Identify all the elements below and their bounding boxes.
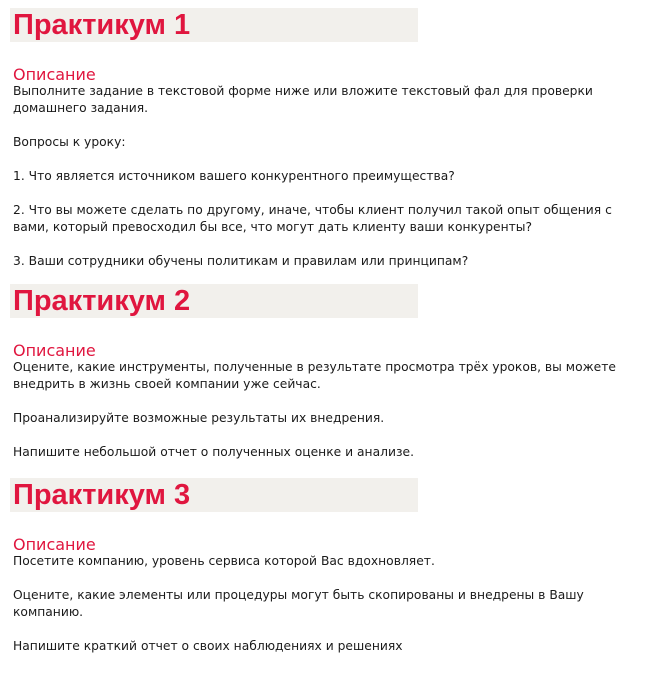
practicum-2-title-bar <box>10 284 418 318</box>
practicum-3-title: Практикум 3 <box>13 479 191 511</box>
practicum-1-paragraph: 2. Что вы можете сделать по другому, иначе, чтобы клиент получил такой опыт общения с вами, который превосходил бы все, что могут дать клиенту ваши конкуренты? <box>13 203 612 234</box>
practicum-3-section <box>10 478 640 655</box>
practicum-2-paragraph: Напишите небольшой отчет о полученных оценке и анализе. <box>13 445 414 459</box>
practicum-1-subtitle: Описание <box>13 65 96 84</box>
practicum-2-subtitle: Описание <box>13 341 96 360</box>
practicum-3-paragraph: Напишите краткий отчет о своих наблюдениях и решениях <box>13 639 403 653</box>
practicum-1-section <box>10 8 640 270</box>
practicum-1-paragraph: 3. Ваши сотрудники обучены политикам и правилам или принципам? <box>13 254 469 268</box>
practicum-3-paragraph: Посетите компанию, уровень сервиса которой Вас вдохновляет. <box>13 554 435 568</box>
practicum-1-title-bar <box>10 8 418 42</box>
practicum-2-section <box>10 284 640 461</box>
practicum-2-paragraph: Оцените, какие инструменты, полученные в результате просмотра трёх уроков, вы можете внедрить в жизнь своей компании уже сейчас. <box>13 360 616 391</box>
practicum-3-title-bar <box>10 478 418 512</box>
practicum-2-paragraph: Проанализируйте возможные результаты их внедрения. <box>13 411 385 425</box>
practicum-3-paragraph: Оцените, какие элементы или процедуры могут быть скопированы и внедрены в Вашу компанию. <box>13 588 584 619</box>
practicum-1-paragraph: Вопросы к уроку: <box>13 135 126 149</box>
practicum-2-title: Практикум 2 <box>13 285 191 317</box>
practicum-1-title: Практикум 1 <box>13 9 191 41</box>
practicum-1-paragraph: Выполните задание в текстовой форме ниже или вложите текстовый фал для проверки домашнего задания. <box>13 84 593 115</box>
practicum-3-subtitle: Описание <box>13 535 96 554</box>
practicum-1-paragraph: 1. Что является источником вашего конкурентного преимущества? <box>13 169 455 183</box>
